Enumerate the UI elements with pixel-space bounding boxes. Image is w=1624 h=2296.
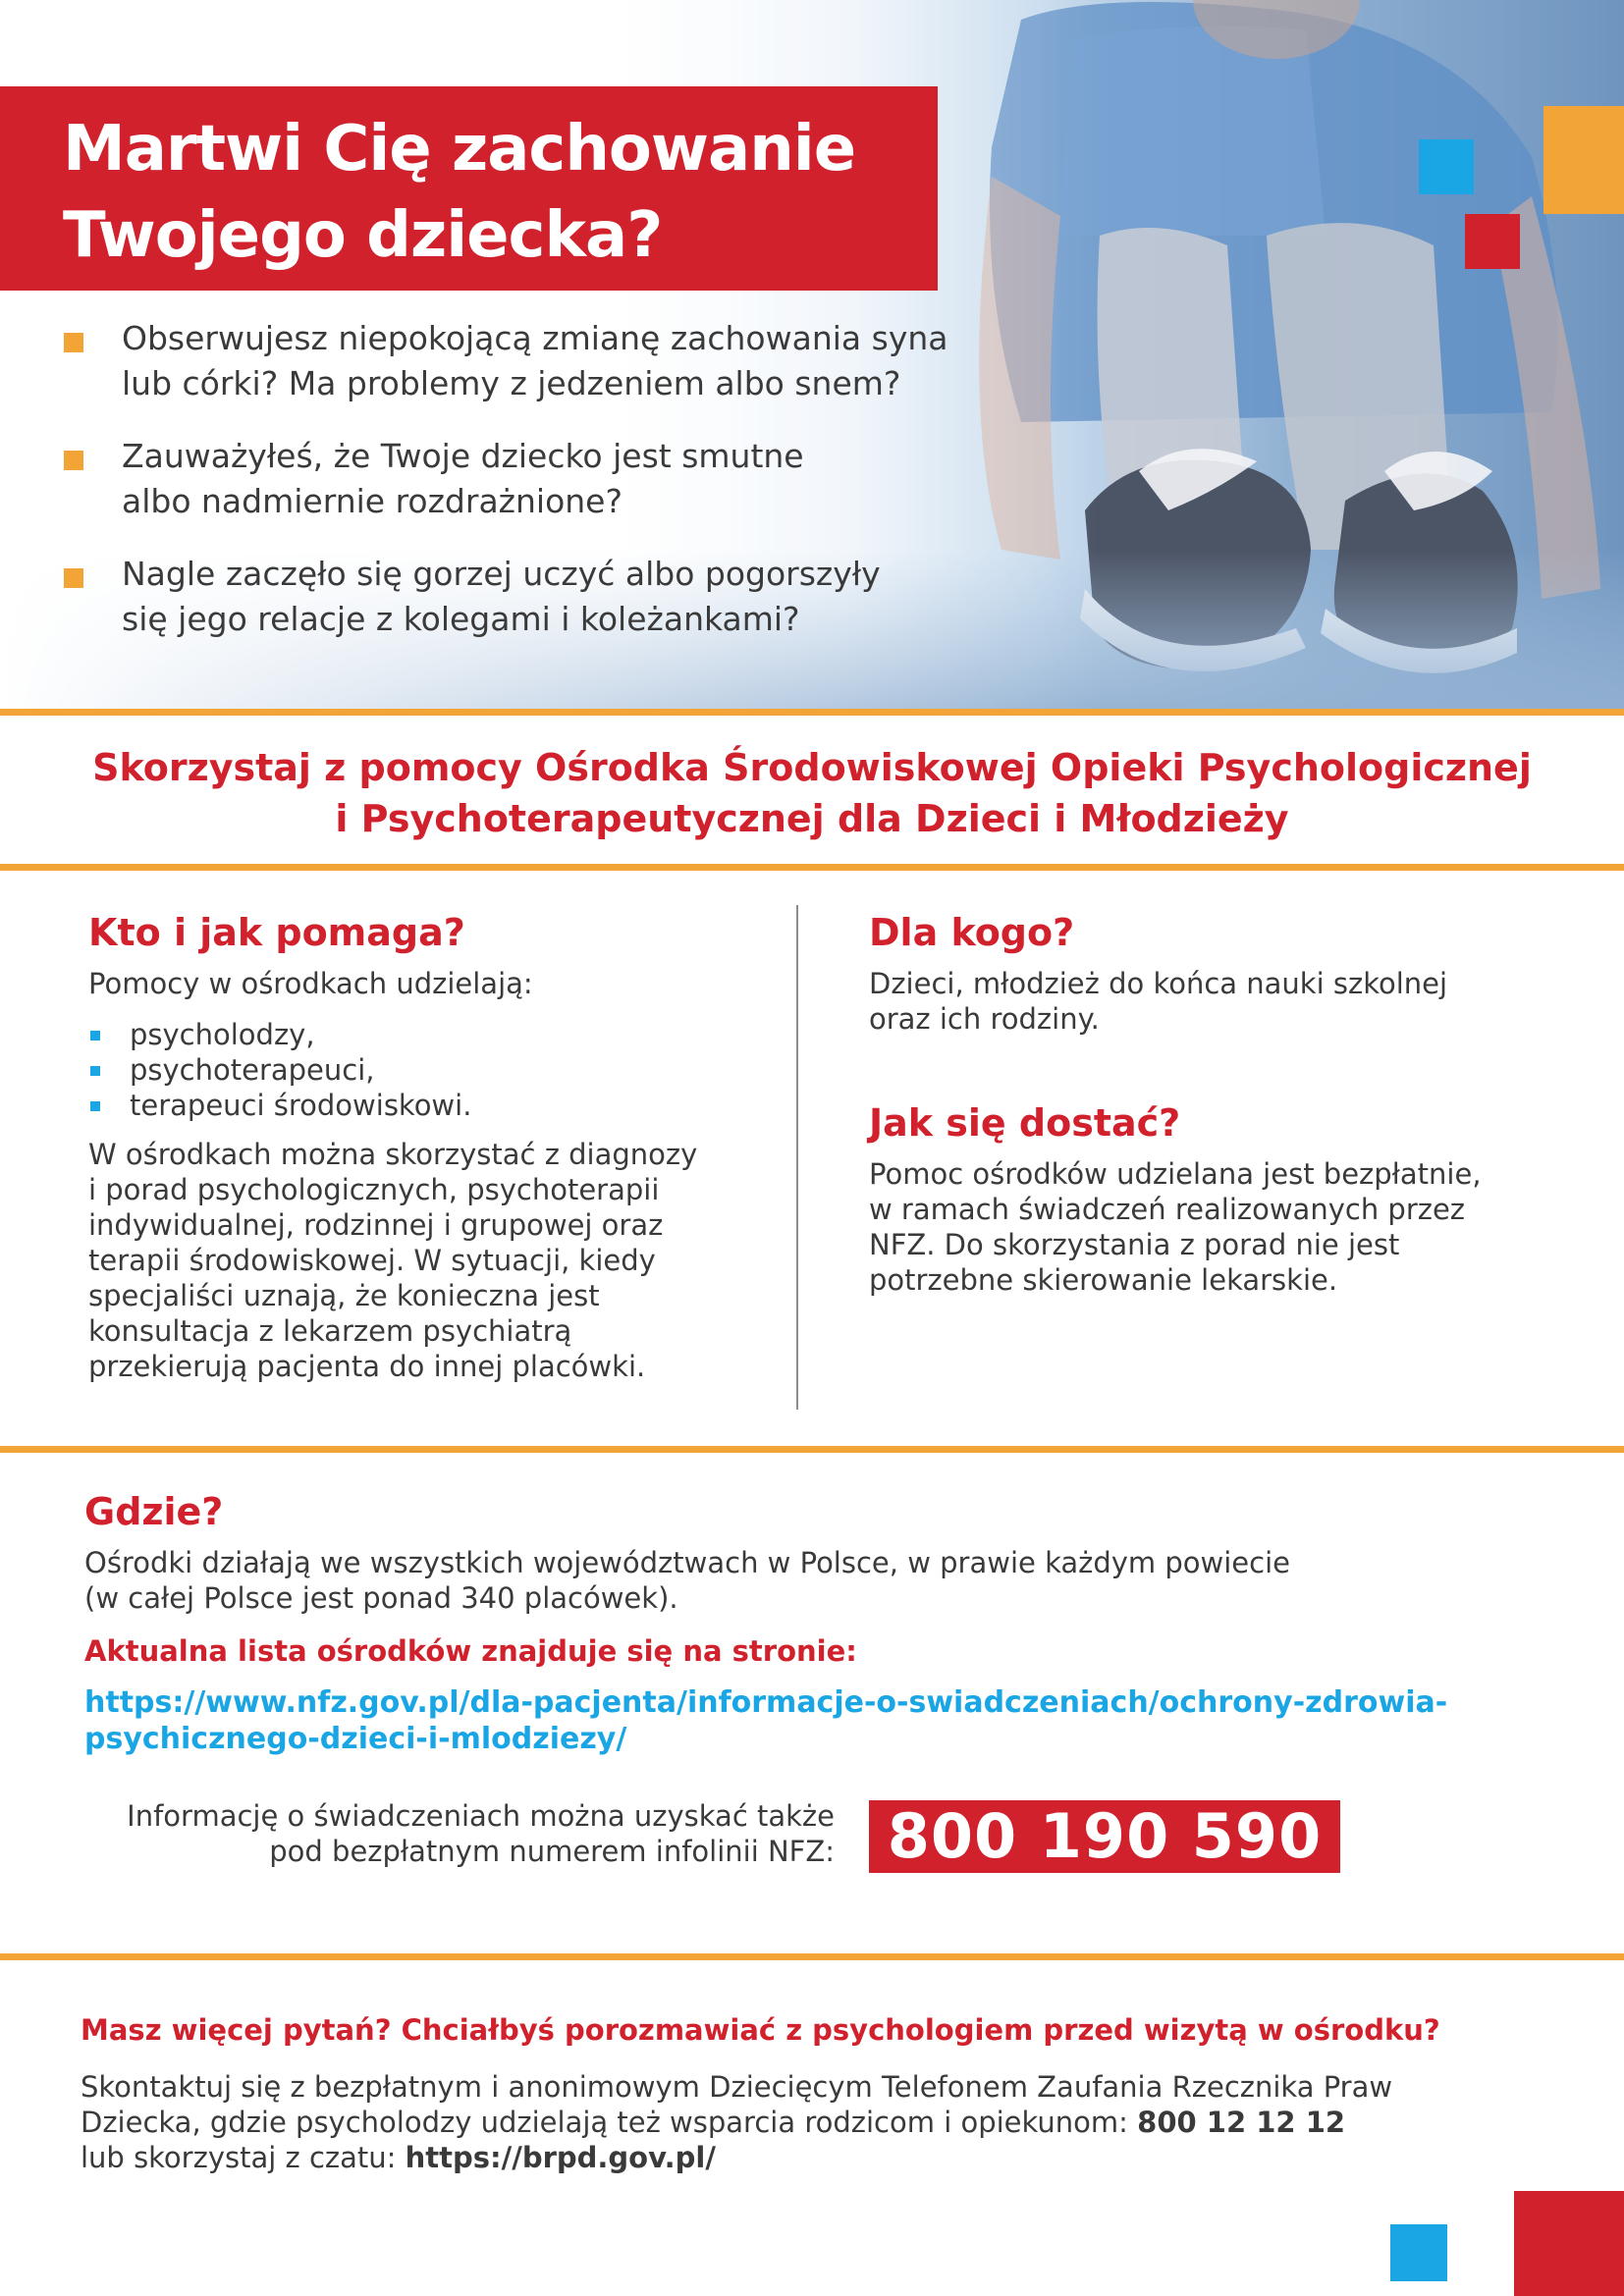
specialist-list [88, 1017, 766, 1123]
nfz-link[interactable]: https://www.nfz.gov.pl/dla-pacjenta/informacje-o-swiadczeniach/ochrony-zdrowia- psychicznego-dzieci-i-mlodziezy/ [84, 1685, 1448, 1756]
contact-question: Masz więcej pytań? Chciałbyś porozmawiać z psychologiem przed wizytą w ośrodku? [81, 2013, 1440, 2047]
page-title [63, 106, 855, 279]
divider-rule [0, 1953, 1624, 1960]
decor-square-blue [1419, 139, 1474, 194]
divider-rule [0, 709, 1624, 716]
where-body: Ośrodki działają we wszystkich województwach w Polsce, w prawie każdym powiecie (w całej Polsce jest ponad 340 placówek). [84, 1546, 1290, 1615]
title-line-1: Martwi Cię zachowanie [63, 113, 856, 186]
title-line-2: Twojego dziecka? [63, 199, 663, 272]
divider-rule [0, 864, 1624, 871]
how-to-get-body: Pomoc ośrodków udzielana jest bezpłatnie, w ramach świadczeń realizowanych przez NFZ. Do skorzystania z porad nie jest potrzebne skierowanie lekarskie. [869, 1157, 1482, 1297]
where-heading: Gdzie? [84, 1490, 224, 1533]
question-item: Nagle zaczęło się gorzej uczyć albo pogorszyły się jego relacje z kolegami i koleżankami? [61, 552, 1082, 642]
decor-square-orange [1543, 106, 1624, 214]
question-list [61, 316, 1082, 669]
list-item: psychoterapeuci, [88, 1052, 766, 1088]
column-divider [796, 905, 798, 1410]
decor-square-red [1465, 214, 1520, 269]
trust-phone-number: 800 12 12 12 [1137, 2106, 1346, 2139]
divider-rule [0, 1446, 1624, 1453]
for-whom-body: Dzieci, młodzież do końca nauki szkolnej oraz ich rodziny. [869, 967, 1448, 1036]
question-item: Zauważyłeś, że Twoje dziecko jest smutne albo nadmiernie rozdrażnione? [61, 434, 1082, 524]
decor-square-blue [1390, 2224, 1447, 2281]
square-bullet-icon [64, 333, 83, 352]
decor-square-red [1514, 2191, 1624, 2296]
square-bullet-icon [90, 1066, 100, 1076]
square-bullet-icon [64, 451, 83, 470]
question-item: Obserwujesz niepokojącą zmianę zachowania syna lub córki? Ma problemy z jedzeniem albo snem? [61, 316, 1082, 406]
square-bullet-icon [90, 1101, 100, 1111]
right-column [869, 905, 1537, 1298]
hotline-number: 800 190 590 [869, 1800, 1340, 1873]
square-bullet-icon [64, 568, 83, 588]
contact-body: Skontaktuj się z bezpłatnym i anonimowym Dziecięcym Telefonem Zaufania Rzecznika Praw Dziecka, gdzie psycholodzy udzielają też wsparcia rodzicom i opiekunom: 800 12 12 12 lub skorzystaj z czatu: https://brpd.gov.pl/ [81, 2070, 1393, 2174]
where-section [84, 1484, 1538, 1757]
who-helps-section [88, 905, 766, 1384]
for-whom-heading: Dla kogo? [869, 911, 1075, 954]
list-item: terapeuci środowiskowi. [88, 1088, 766, 1123]
square-bullet-icon [90, 1031, 100, 1041]
who-helps-heading: Kto i jak pomaga? [88, 911, 465, 954]
chat-link[interactable]: https://brpd.gov.pl/ [405, 2141, 716, 2174]
who-helps-body: W ośrodkach można skorzystać z diagnozy i porad psychologicznych, psychoterapii indywidualnej, rodzinnej i grupowej oraz terapii środowiskowej. W sytuacji, kiedy specjaliści uznają, że konieczna jest konsultacja z lekarzem psychiatrą przekierują pacjenta do innej placówki. [88, 1138, 698, 1383]
hero-section [0, 0, 1624, 711]
list-item: psycholodzy, [88, 1017, 766, 1052]
who-helps-intro: Pomocy w ośrodkach udzielają: [88, 967, 533, 1000]
list-label: Aktualna lista ośrodków znajduje się na stronie: [84, 1634, 857, 1668]
main-headline: Skorzystaj z pomocy Ośrodka Środowiskowej Opieki Psychologicznej i Psychoterapeutycznej dla Dzieci i Młodzieży [92, 746, 1532, 840]
how-to-get-heading: Jak się dostać? [869, 1101, 1181, 1145]
contact-section [81, 2010, 1553, 2175]
hotline-text: Informację o świadczeniach można uzyskać także pod bezpłatnym numerem infolinii NFZ: [127, 1799, 835, 1868]
title-banner [0, 86, 938, 291]
